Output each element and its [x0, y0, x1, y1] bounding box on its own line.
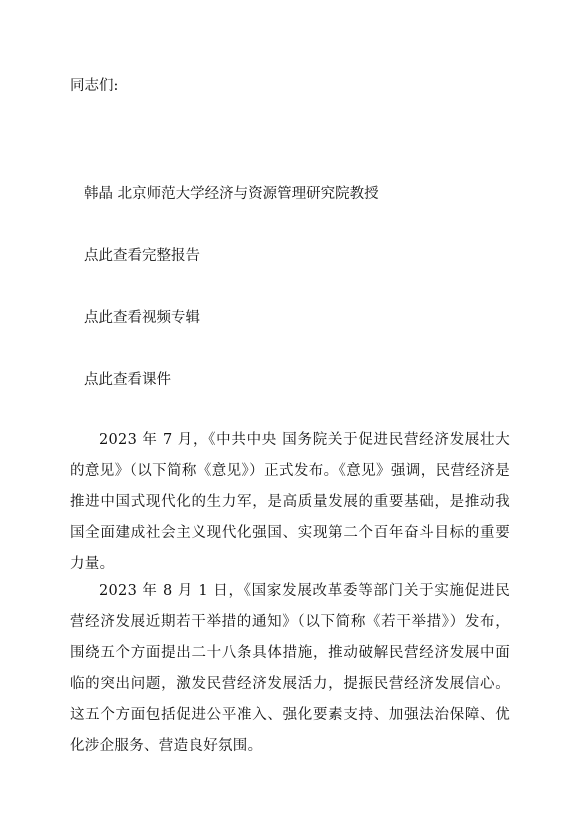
view-video-album-link[interactable]: 点此查看视频专辑 [84, 310, 200, 326]
view-courseware-link[interactable]: 点此查看课件 [84, 372, 171, 388]
author-line: 韩晶 北京师范大学经济与资源管理研究院教授 [84, 186, 379, 202]
greeting: 同志们: [70, 78, 119, 94]
paragraph-measures: 2023 年 8 月 1 日，《国家发展改革委等部门关于实施促进民营经济发展近期若干举措的通知》（以下简称《若干举措》）发布，围绕五个方面提出二十八条具体措施，推动破解民营经济发展中面临的突出问题，激发民营经济发展活力，提振民营经济发展信心。这五个方面包括促进公平准入、强化要素支持、加强法治保障、优化涉企服务、营造良好氛围。 [70, 583, 510, 754]
paragraph-opinion: 2023 年 7 月，《中共中央 国务院关于促进民营经济发展壮大的意见》（以下简称《意见》）正式发布。《意见》强调，民营经济是推进中国式现代化的生力军，是高质量发展的重要基础，是推动我国全面建成社会主义现代化强国、实现第二个百年奋斗目标的重要力量。 [70, 432, 510, 572]
view-full-report-link[interactable]: 点此查看完整报告 [84, 248, 200, 264]
